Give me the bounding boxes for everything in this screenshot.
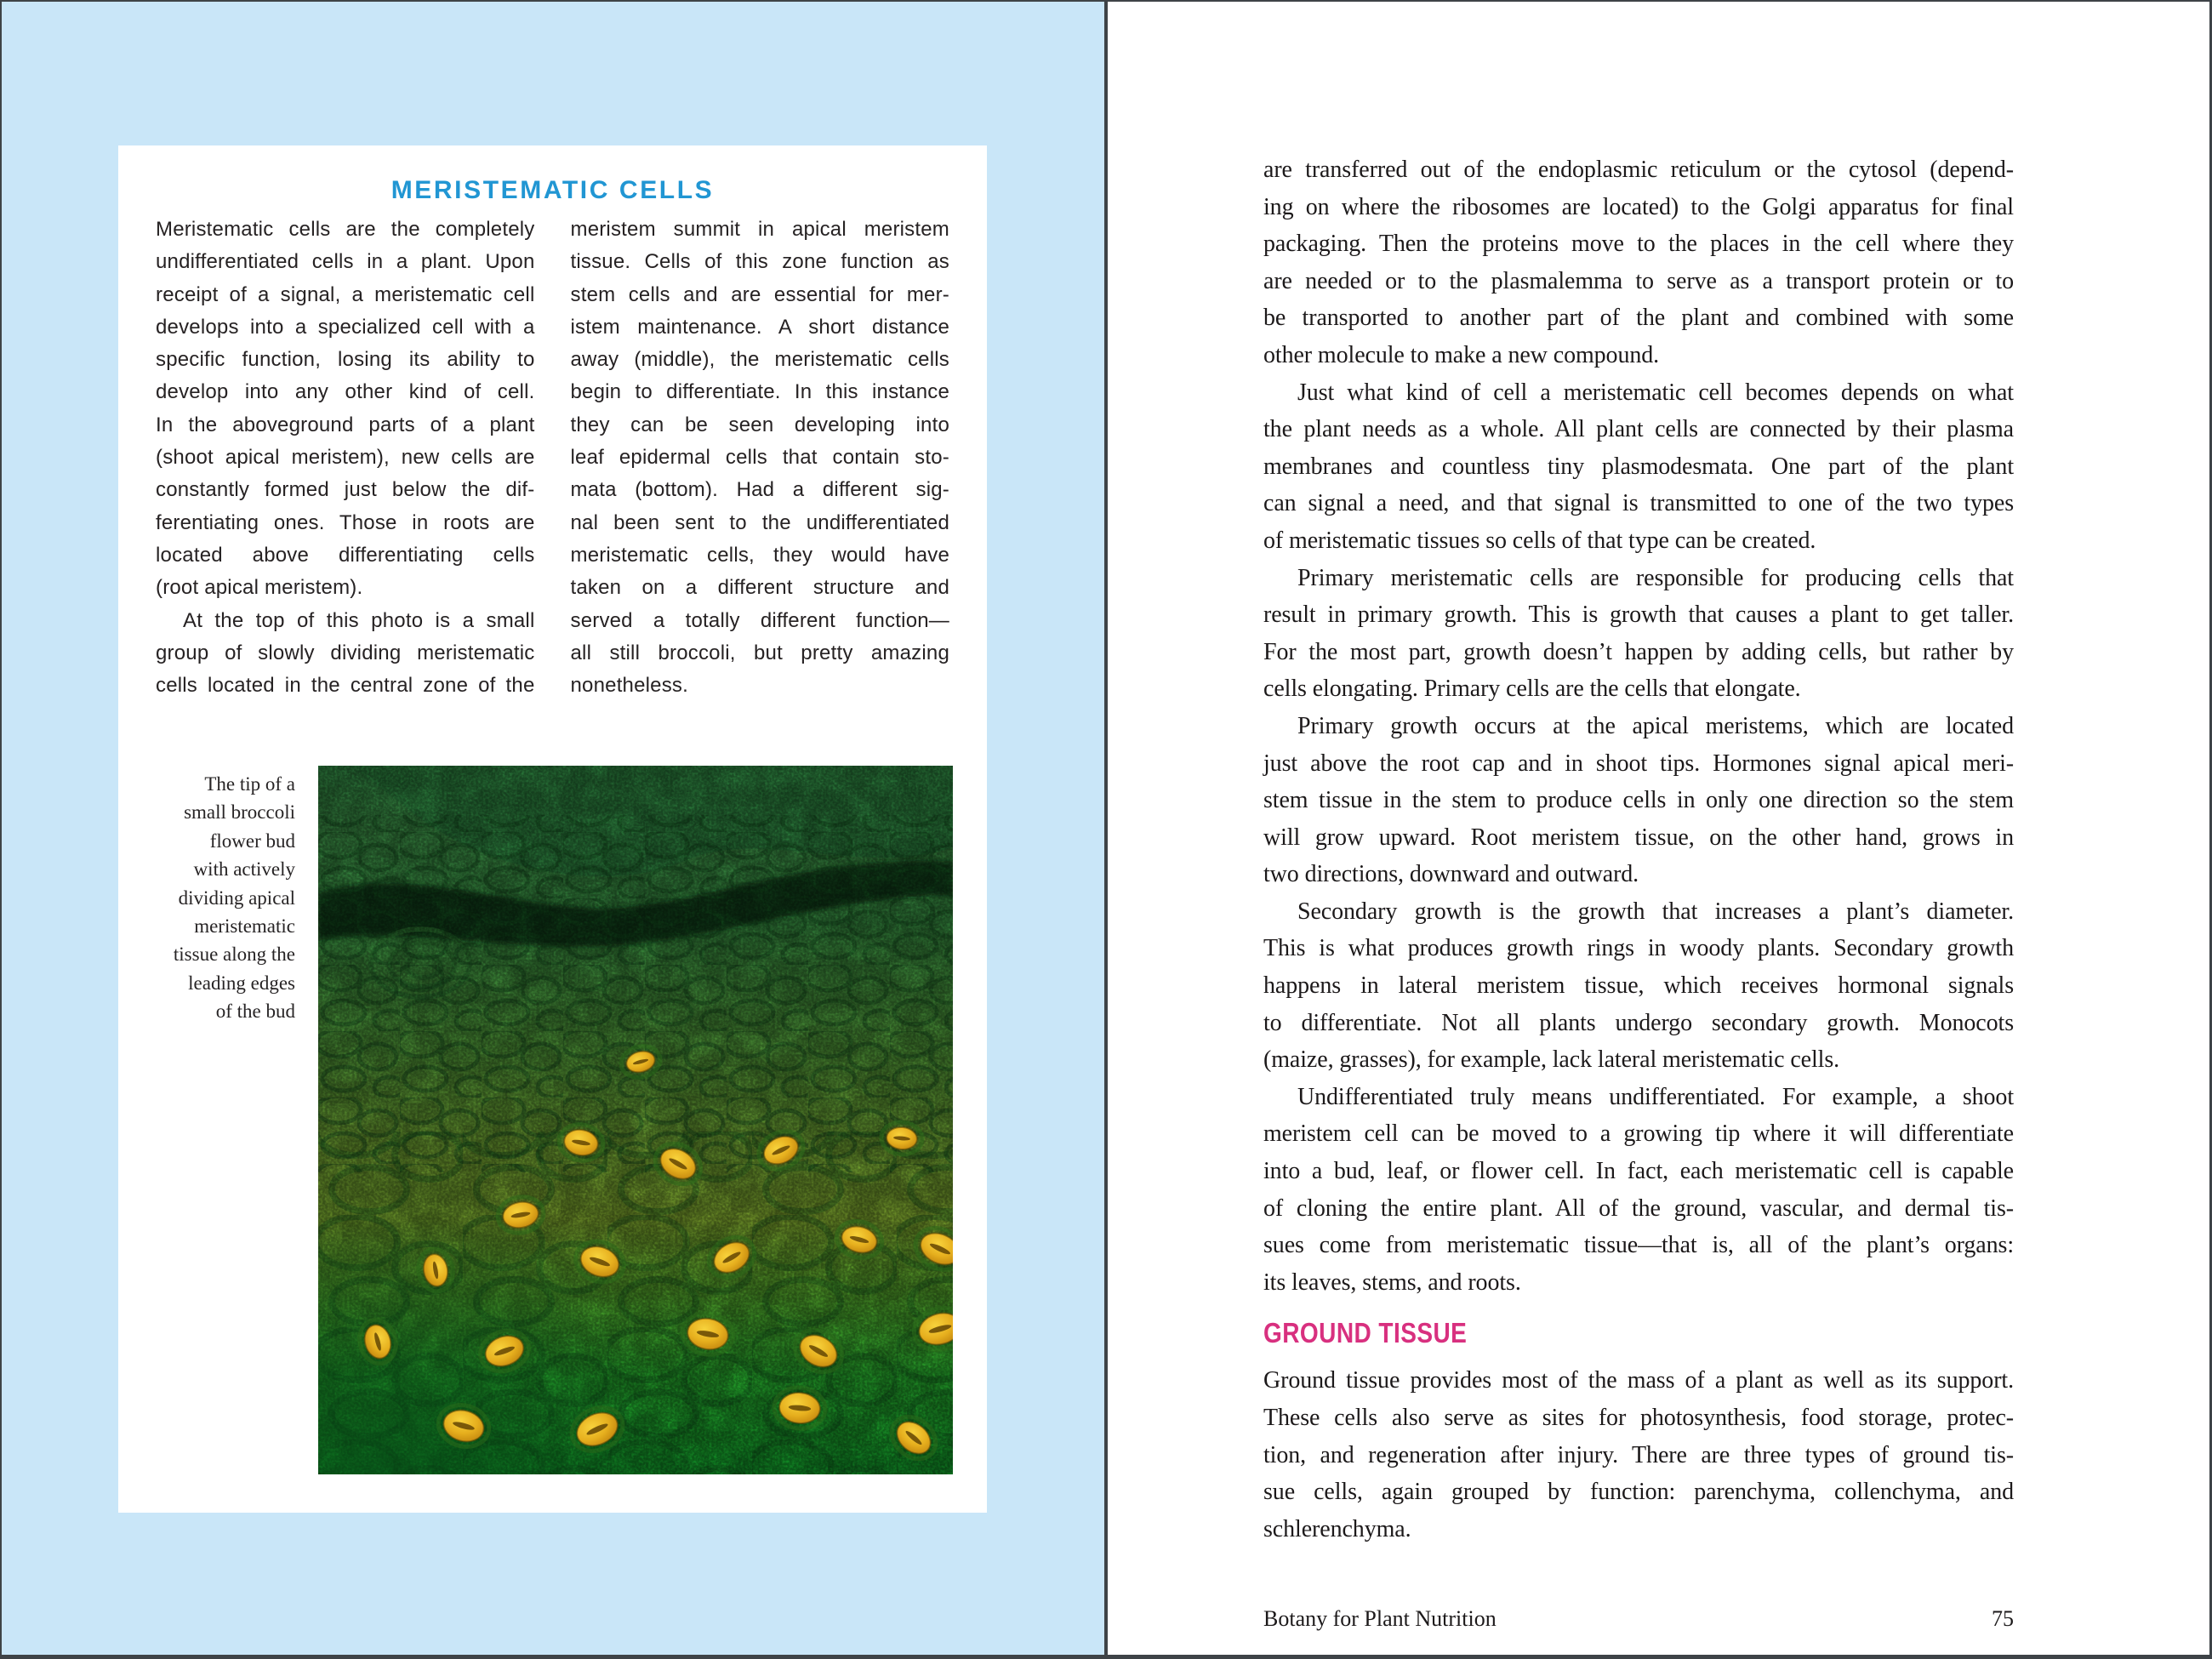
main-paragraphs xyxy=(1263,151,2014,1301)
text-line: sue cells, again grouped by function: parenchyma, collenchyma, and xyxy=(1263,1479,2014,1506)
text-line: Secondary growth is the growth that increases a plant’s diameter. xyxy=(1297,898,2014,925)
text-line: These cells also serve as sites for photosynthesis, food storage, protec- xyxy=(1263,1405,2014,1431)
text-line: undifferentiated cells in a plant. Upon xyxy=(156,250,535,274)
text-line: to differentiate. Not all plants undergo secondary growth. Monocots xyxy=(1263,1009,2014,1036)
text-line: istem maintenance. A short distance xyxy=(570,315,949,339)
text-line: group of slowly dividing meristematic xyxy=(156,641,535,664)
text-line: The tip of a xyxy=(204,773,295,795)
text-line: be transported to another part of the plant and combined with some xyxy=(1263,305,2014,332)
text-line: small broccoli xyxy=(184,801,295,824)
text-line: Primary meristematic cells are responsible for producing cells that xyxy=(1297,564,2014,591)
text-line: of meristematic tissues so cells of that type can be created. xyxy=(1263,527,1816,554)
text-line: At the top of this photo is a small xyxy=(183,608,535,632)
text-line: two directions, downward and outward. xyxy=(1263,861,1639,888)
text-line: Meristematic cells are the completely xyxy=(156,218,535,241)
text-line: receipt of a signal, a meristematic cell xyxy=(156,282,535,306)
text-line: with actively xyxy=(193,858,295,881)
text-line: For the most part, growth doesn’t happen by adding cells, but rather by xyxy=(1263,638,2014,665)
text-line: (maize, grasses), for example, lack lateral meristematic cells. xyxy=(1263,1046,1840,1074)
text-line: are transferred out of the endoplasmic reticulum or the cytosol (depend- xyxy=(1263,157,2014,183)
broccoli-sem-photo xyxy=(318,766,953,1474)
text-line: dividing apical xyxy=(178,887,295,909)
text-line: can signal a need, and that signal is transmitted to one of the two types xyxy=(1263,490,2014,517)
text-line: (shoot apical meristem), new cells are xyxy=(156,446,535,470)
stoma xyxy=(772,1385,827,1430)
text-line: away (middle), the meristematic cells xyxy=(570,348,949,372)
text-line: Primary growth occurs at the apical meristems, which are located xyxy=(1297,712,2014,739)
text-line: (root apical meristem). xyxy=(156,576,363,600)
text-line: just above the root cap and in shoot tips. Hormones signal apical meri- xyxy=(1263,750,2014,777)
text-line: Ground tissue provides most of the mass of a plant as well as its support. xyxy=(1263,1367,2014,1394)
text-line: meristem summit in apical meristem xyxy=(570,218,949,241)
text-line: develop into any other kind of cell. xyxy=(156,380,535,404)
text-line: stem tissue in the stem to produce cells in only one direction so the stem xyxy=(1263,787,2014,814)
text-line: sues come from meristematic tissue—that is, all of the plant’s organs: xyxy=(1263,1232,2014,1259)
text-line: meristem cell can be moved to a growing tip where it will differentiate xyxy=(1263,1120,2014,1148)
text-line: cells located in the central zone of the xyxy=(156,674,535,698)
text-line: its leaves, stems, and roots. xyxy=(1263,1268,1521,1296)
page-footer xyxy=(1263,1606,2014,1632)
section-heading-ground-tissue xyxy=(1263,1314,2014,1352)
ground-tissue-paragraphs xyxy=(1263,1362,2014,1548)
text-line: will grow upward. Root meristem tissue, on the other hand, grows in xyxy=(1263,824,2014,851)
right-page xyxy=(1108,2,2209,1655)
text-line: other molecule to make a new compound. xyxy=(1263,341,1660,368)
text-line: Undifferentiated truly means undifferentiated. For example, a shoot xyxy=(1297,1083,2014,1110)
text-line: of the bud xyxy=(215,1001,295,1023)
text-line: located above differentiating cells xyxy=(156,543,535,567)
text-line: begin to differentiate. In this instance xyxy=(570,380,949,404)
text-line: leaf epidermal cells that contain sto- xyxy=(570,446,949,470)
text-line: the plant needs as a whole. All plant cells are connected by their plasma xyxy=(1263,416,2014,443)
text-line: schlerenchyma. xyxy=(1263,1515,1411,1542)
text-line: tissue. Cells of this zone function as xyxy=(570,250,949,274)
page-number: 75 xyxy=(1992,1606,2014,1631)
text-line: ferentiating ones. Those in roots are xyxy=(156,510,535,534)
text-line: In the aboveground parts of a plant xyxy=(156,413,535,436)
text-line: mata (bottom). Had a different sig- xyxy=(570,478,949,502)
article-column-1 xyxy=(156,214,535,702)
text-line: meristematic cells, they would have xyxy=(570,543,949,567)
text-line: meristematic xyxy=(194,915,295,938)
text-line: nonetheless. xyxy=(570,674,689,698)
running-book-title: Botany for Plant Nutrition xyxy=(1263,1606,1497,1631)
body-text xyxy=(1263,151,2014,1548)
left-page xyxy=(2,2,1104,1655)
photo-caption xyxy=(125,770,295,1026)
text-line: packaging. Then the proteins move to the places in the cell where they xyxy=(1263,231,2014,258)
article-columns xyxy=(156,214,949,702)
text-line: specific function, losing its ability to xyxy=(156,348,535,372)
text-line: into a bud, leaf, or flower cell. In fact, each meristematic cell is capable xyxy=(1263,1158,2014,1185)
text-line: membranes and countless tiny plasmodesmata. One part of the plant xyxy=(1263,453,2014,480)
text-line: of cloning the entire plant. All of the ground, vascular, and dermal tis- xyxy=(1263,1194,2014,1222)
text-line: This is what produces growth rings in woody plants. Secondary growth xyxy=(1263,935,2014,962)
text-line: develops into a specialized cell with a xyxy=(156,315,535,339)
text-line: happens in lateral meristem tissue, which receives hormonal signals xyxy=(1263,972,2014,1000)
text-line: ing on where the ribosomes are located) to the Golgi apparatus for final xyxy=(1263,193,2014,220)
text-line: flower bud xyxy=(209,830,295,852)
text-line: are needed or to the plasmalemma to serve as a transport protein or to xyxy=(1263,267,2014,294)
article-column-2 xyxy=(571,214,950,702)
text-line: result in primary growth. This is growth that causes a plant to get taller. xyxy=(1263,601,2014,629)
text-line: tion, and regeneration after injury. There are three types of ground tis- xyxy=(1263,1441,2014,1468)
text-line: cells elongating. Primary cells are the cells that elongate. xyxy=(1263,676,1801,703)
text-line: Just what kind of cell a meristematic cell becomes depends on what xyxy=(1297,379,2014,406)
text-line: leading edges xyxy=(188,972,295,994)
section-heading-label: GROUND TISSUE xyxy=(1263,1317,1468,1349)
text-line: all still broccoli, but pretty amazing xyxy=(570,641,949,664)
article-title: MERISTEMATIC CELLS xyxy=(391,176,715,204)
text-line: nal been sent to the undifferentiated xyxy=(570,510,949,534)
text-line: they can be seen developing into xyxy=(570,413,949,436)
sidebar-article-panel xyxy=(118,145,987,1513)
text-line: constantly formed just below the dif- xyxy=(156,478,535,502)
text-line: tissue along the xyxy=(173,944,295,966)
text-line: taken on a different structure and xyxy=(570,576,949,600)
text-line: served a totally different function— xyxy=(570,608,949,632)
text-line: stem cells and are essential for mer- xyxy=(570,282,949,306)
